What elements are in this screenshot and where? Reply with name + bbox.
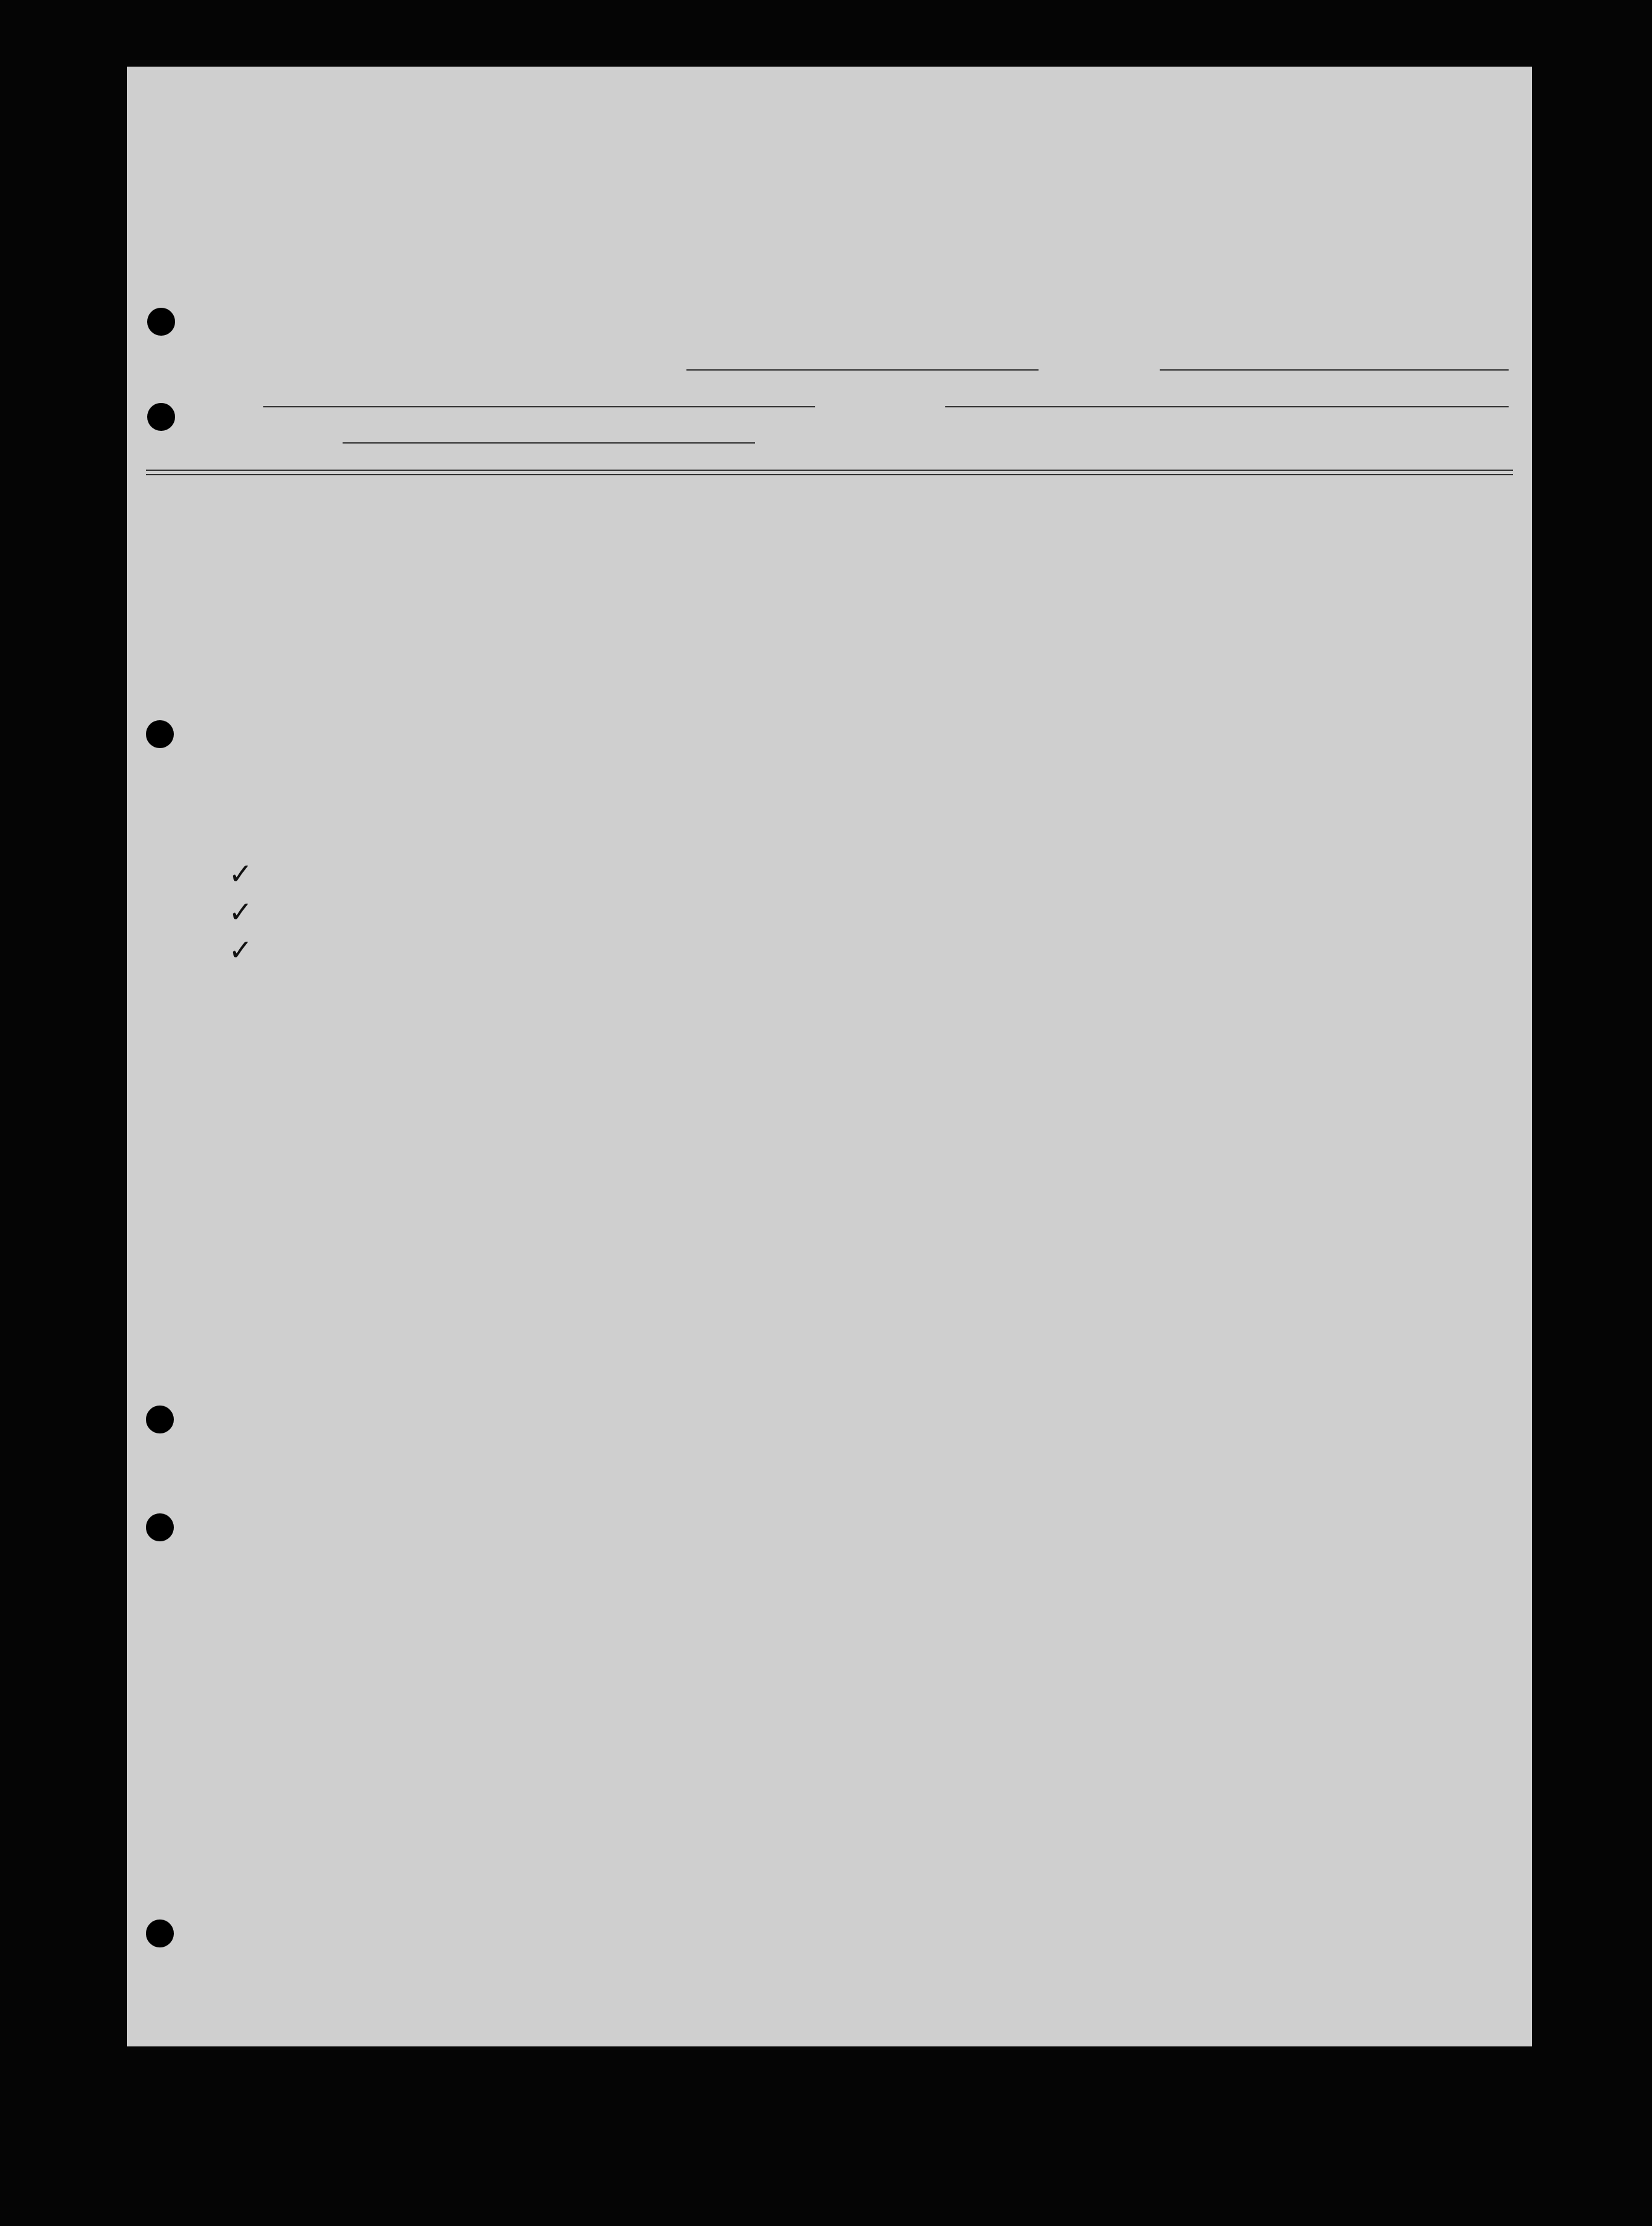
check-mark: ✓	[228, 857, 253, 891]
table-grid	[127, 67, 1532, 2046]
check-mark: ✓	[228, 895, 253, 929]
check-mark: ✓	[228, 933, 253, 967]
crew-list-form	[127, 67, 1532, 2046]
